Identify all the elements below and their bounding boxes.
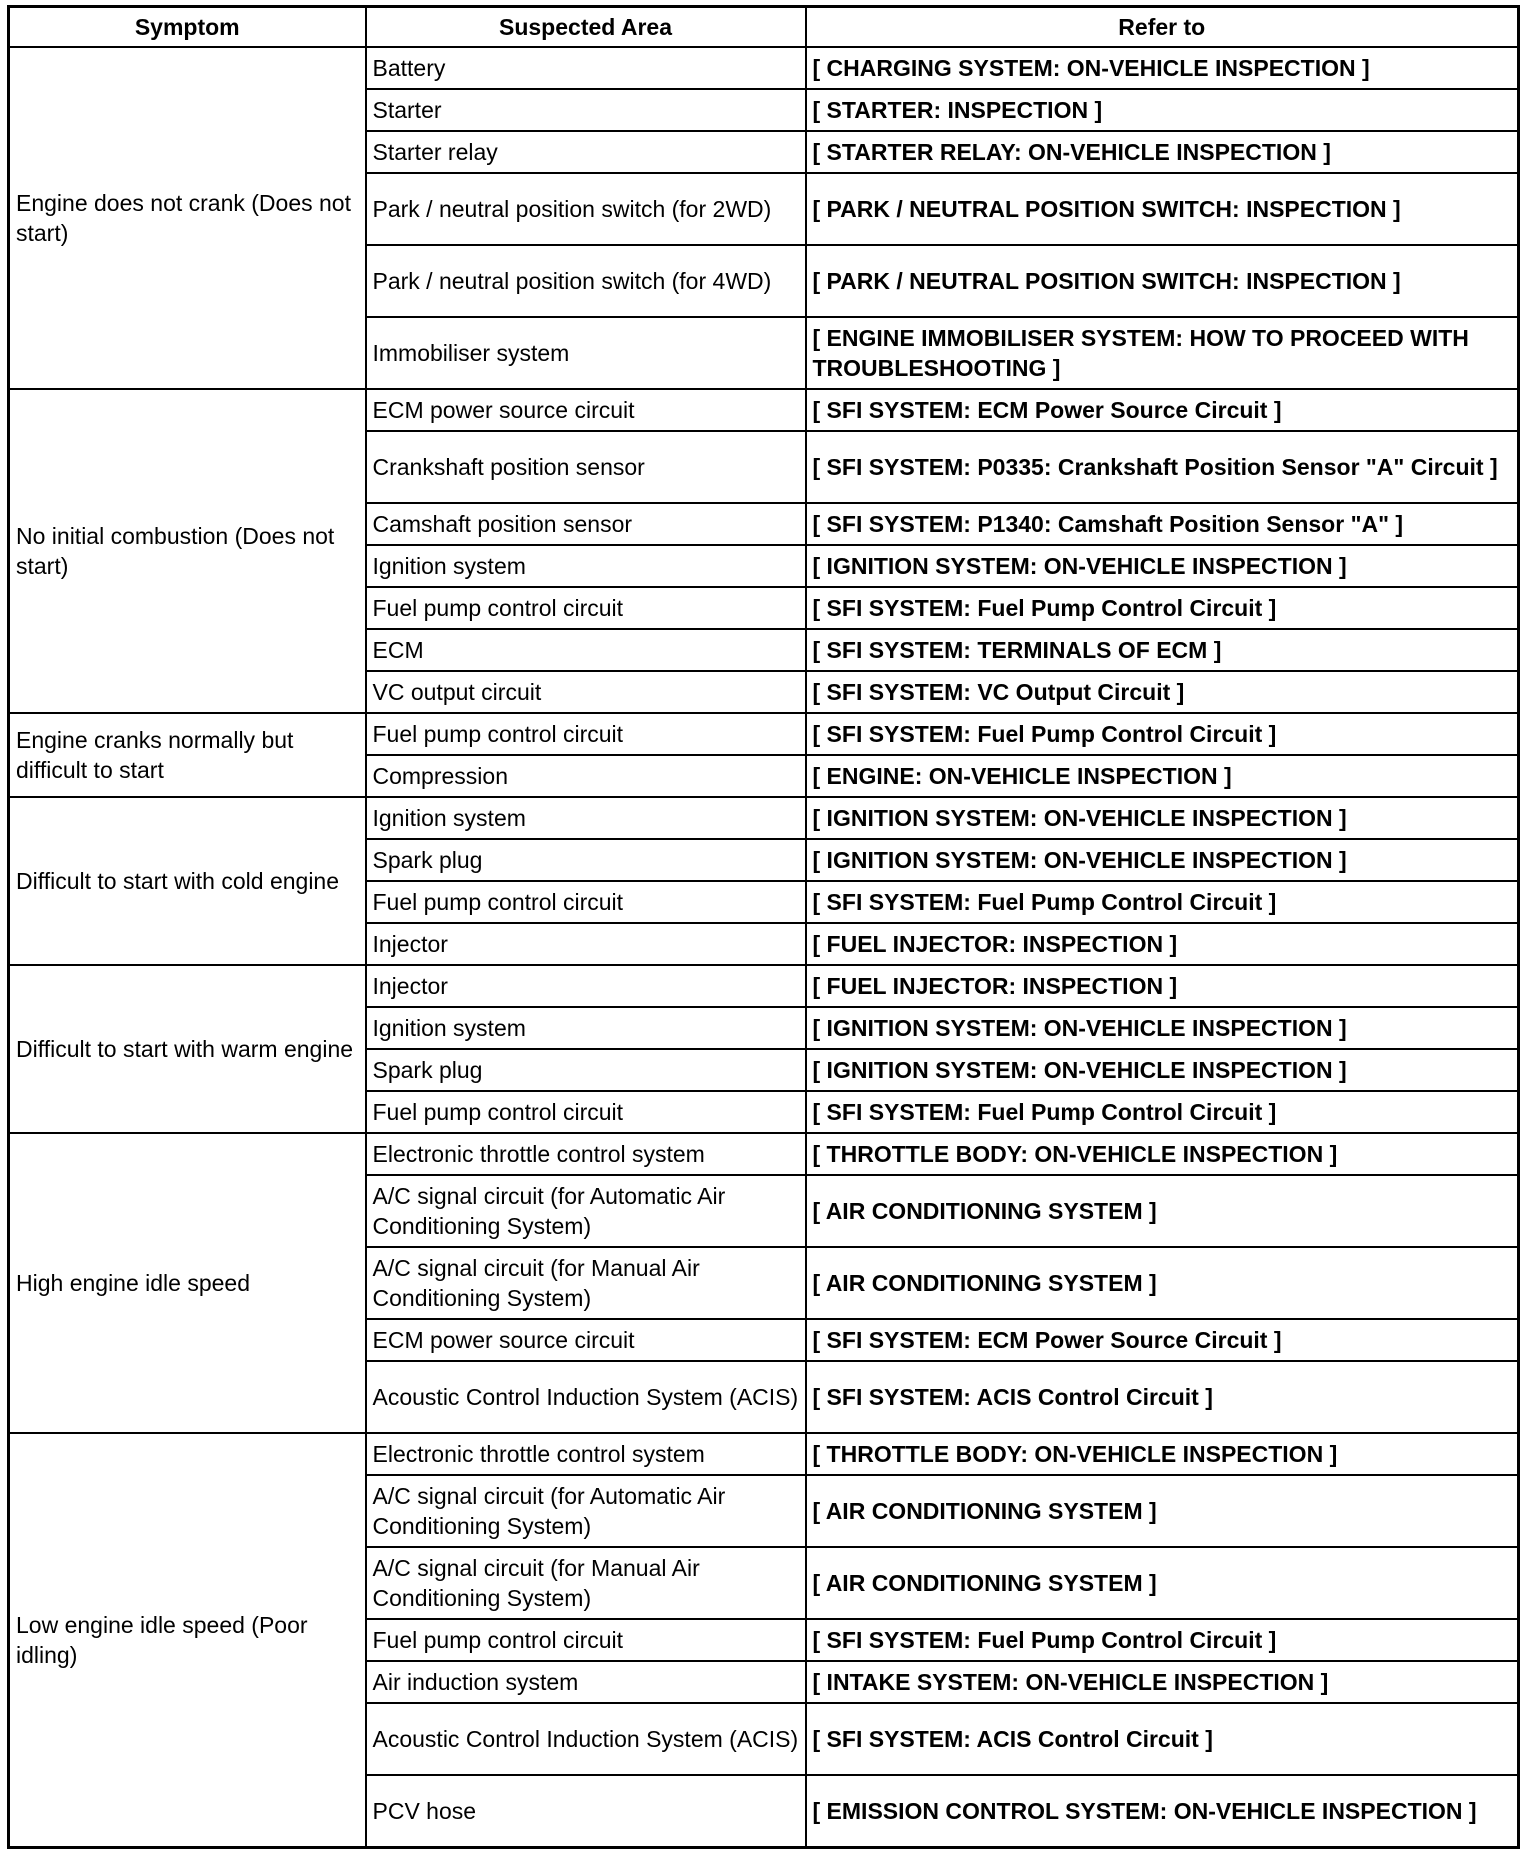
refer-cell: [ PARK / NEUTRAL POSITION SWITCH: INSPECTION ] — [806, 245, 1519, 317]
refer-cell: [ SFI SYSTEM: Fuel Pump Control Circuit ] — [806, 587, 1519, 629]
refer-cell: [ IGNITION SYSTEM: ON-VEHICLE INSPECTION ] — [806, 797, 1519, 839]
refer-cell: [ STARTER: INSPECTION ] — [806, 89, 1519, 131]
refer-cell: [ CHARGING SYSTEM: ON-VEHICLE INSPECTION ] — [806, 47, 1519, 89]
header-suspected-area: Suspected Area — [366, 7, 806, 48]
area-cell: Fuel pump control circuit — [366, 1091, 806, 1133]
area-cell: Acoustic Control Induction System (ACIS) — [366, 1703, 806, 1775]
table-row — [9, 797, 1519, 839]
area-cell: Immobiliser system — [366, 317, 806, 389]
document-page — [7, 5, 1520, 1849]
area-cell: Crankshaft position sensor — [366, 431, 806, 503]
area-cell: A/C signal circuit (for Manual Air Conditioning System) — [366, 1247, 806, 1319]
refer-cell: [ SFI SYSTEM: ECM Power Source Circuit ] — [806, 1319, 1519, 1361]
symptom-table — [7, 5, 1520, 1849]
symptom-cell: Difficult to start with cold engine — [9, 797, 366, 965]
area-cell: Battery — [366, 47, 806, 89]
area-cell: Starter — [366, 89, 806, 131]
table-row — [9, 47, 1519, 89]
header-row — [9, 7, 1519, 48]
header-symptom: Symptom — [9, 7, 366, 48]
area-cell: Air induction system — [366, 1661, 806, 1703]
area-cell: Spark plug — [366, 839, 806, 881]
symptom-cell: Low engine idle speed (Poor idling) — [9, 1433, 366, 1848]
refer-cell: [ AIR CONDITIONING SYSTEM ] — [806, 1175, 1519, 1247]
refer-cell: [ IGNITION SYSTEM: ON-VEHICLE INSPECTION ] — [806, 545, 1519, 587]
area-cell: Fuel pump control circuit — [366, 1619, 806, 1661]
refer-cell: [ STARTER RELAY: ON-VEHICLE INSPECTION ] — [806, 131, 1519, 173]
area-cell: Park / neutral position switch (for 4WD) — [366, 245, 806, 317]
refer-cell: [ FUEL INJECTOR: INSPECTION ] — [806, 965, 1519, 1007]
area-cell: A/C signal circuit (for Automatic Air Conditioning System) — [366, 1475, 806, 1547]
refer-cell: [ FUEL INJECTOR: INSPECTION ] — [806, 923, 1519, 965]
area-cell: ECM power source circuit — [366, 1319, 806, 1361]
symptom-cell: High engine idle speed — [9, 1133, 366, 1433]
area-cell: ECM — [366, 629, 806, 671]
refer-cell: [ PARK / NEUTRAL POSITION SWITCH: INSPECTION ] — [806, 173, 1519, 245]
refer-cell: [ IGNITION SYSTEM: ON-VEHICLE INSPECTION ] — [806, 1049, 1519, 1091]
symptom-cell: No initial combustion (Does not start) — [9, 389, 366, 713]
area-cell: Compression — [366, 755, 806, 797]
area-cell: Fuel pump control circuit — [366, 881, 806, 923]
area-cell: Ignition system — [366, 545, 806, 587]
refer-cell: [ SFI SYSTEM: Fuel Pump Control Circuit ] — [806, 881, 1519, 923]
refer-cell: [ IGNITION SYSTEM: ON-VEHICLE INSPECTION ] — [806, 1007, 1519, 1049]
refer-cell: [ SFI SYSTEM: ACIS Control Circuit ] — [806, 1361, 1519, 1433]
symptom-cell: Engine does not crank (Does not start) — [9, 47, 366, 389]
area-cell: Fuel pump control circuit — [366, 713, 806, 755]
area-cell: Ignition system — [366, 1007, 806, 1049]
table-row — [9, 1133, 1519, 1175]
refer-cell: [ ENGINE IMMOBILISER SYSTEM: HOW TO PROCEED WITH TROUBLESHOOTING ] — [806, 317, 1519, 389]
area-cell: Electronic throttle control system — [366, 1133, 806, 1175]
refer-cell: [ AIR CONDITIONING SYSTEM ] — [806, 1475, 1519, 1547]
refer-cell: [ SFI SYSTEM: Fuel Pump Control Circuit ] — [806, 1091, 1519, 1133]
refer-cell: [ SFI SYSTEM: Fuel Pump Control Circuit ] — [806, 713, 1519, 755]
area-cell: A/C signal circuit (for Automatic Air Conditioning System) — [366, 1175, 806, 1247]
table-row — [9, 389, 1519, 431]
refer-cell: [ ENGINE: ON-VEHICLE INSPECTION ] — [806, 755, 1519, 797]
table-row — [9, 965, 1519, 1007]
symptom-cell: Difficult to start with warm engine — [9, 965, 366, 1133]
refer-cell: [ SFI SYSTEM: VC Output Circuit ] — [806, 671, 1519, 713]
area-cell: Park / neutral position switch (for 2WD) — [366, 173, 806, 245]
symptom-cell: Engine cranks normally but difficult to start — [9, 713, 366, 797]
table-row — [9, 1433, 1519, 1475]
table-row — [9, 713, 1519, 755]
refer-cell: [ SFI SYSTEM: P1340: Camshaft Position Sensor "A" ] — [806, 503, 1519, 545]
refer-cell: [ EMISSION CONTROL SYSTEM: ON-VEHICLE INSPECTION ] — [806, 1775, 1519, 1848]
refer-cell: [ SFI SYSTEM: ECM Power Source Circuit ] — [806, 389, 1519, 431]
area-cell: Spark plug — [366, 1049, 806, 1091]
header-refer-to: Refer to — [806, 7, 1519, 48]
area-cell: VC output circuit — [366, 671, 806, 713]
refer-cell: [ THROTTLE BODY: ON-VEHICLE INSPECTION ] — [806, 1433, 1519, 1475]
refer-cell: [ SFI SYSTEM: Fuel Pump Control Circuit ] — [806, 1619, 1519, 1661]
refer-cell: [ THROTTLE BODY: ON-VEHICLE INSPECTION ] — [806, 1133, 1519, 1175]
refer-cell: [ SFI SYSTEM: ACIS Control Circuit ] — [806, 1703, 1519, 1775]
area-cell: A/C signal circuit (for Manual Air Conditioning System) — [366, 1547, 806, 1619]
area-cell: Ignition system — [366, 797, 806, 839]
area-cell: Camshaft position sensor — [366, 503, 806, 545]
refer-cell: [ INTAKE SYSTEM: ON-VEHICLE INSPECTION ] — [806, 1661, 1519, 1703]
refer-cell: [ SFI SYSTEM: P0335: Crankshaft Position Sensor "A" Circuit ] — [806, 431, 1519, 503]
area-cell: Injector — [366, 965, 806, 1007]
refer-cell: [ IGNITION SYSTEM: ON-VEHICLE INSPECTION ] — [806, 839, 1519, 881]
area-cell: Injector — [366, 923, 806, 965]
area-cell: Starter relay — [366, 131, 806, 173]
area-cell: PCV hose — [366, 1775, 806, 1848]
refer-cell: [ SFI SYSTEM: TERMINALS OF ECM ] — [806, 629, 1519, 671]
area-cell: ECM power source circuit — [366, 389, 806, 431]
area-cell: Acoustic Control Induction System (ACIS) — [366, 1361, 806, 1433]
refer-cell: [ AIR CONDITIONING SYSTEM ] — [806, 1547, 1519, 1619]
refer-cell: [ AIR CONDITIONING SYSTEM ] — [806, 1247, 1519, 1319]
area-cell: Fuel pump control circuit — [366, 587, 806, 629]
area-cell: Electronic throttle control system — [366, 1433, 806, 1475]
